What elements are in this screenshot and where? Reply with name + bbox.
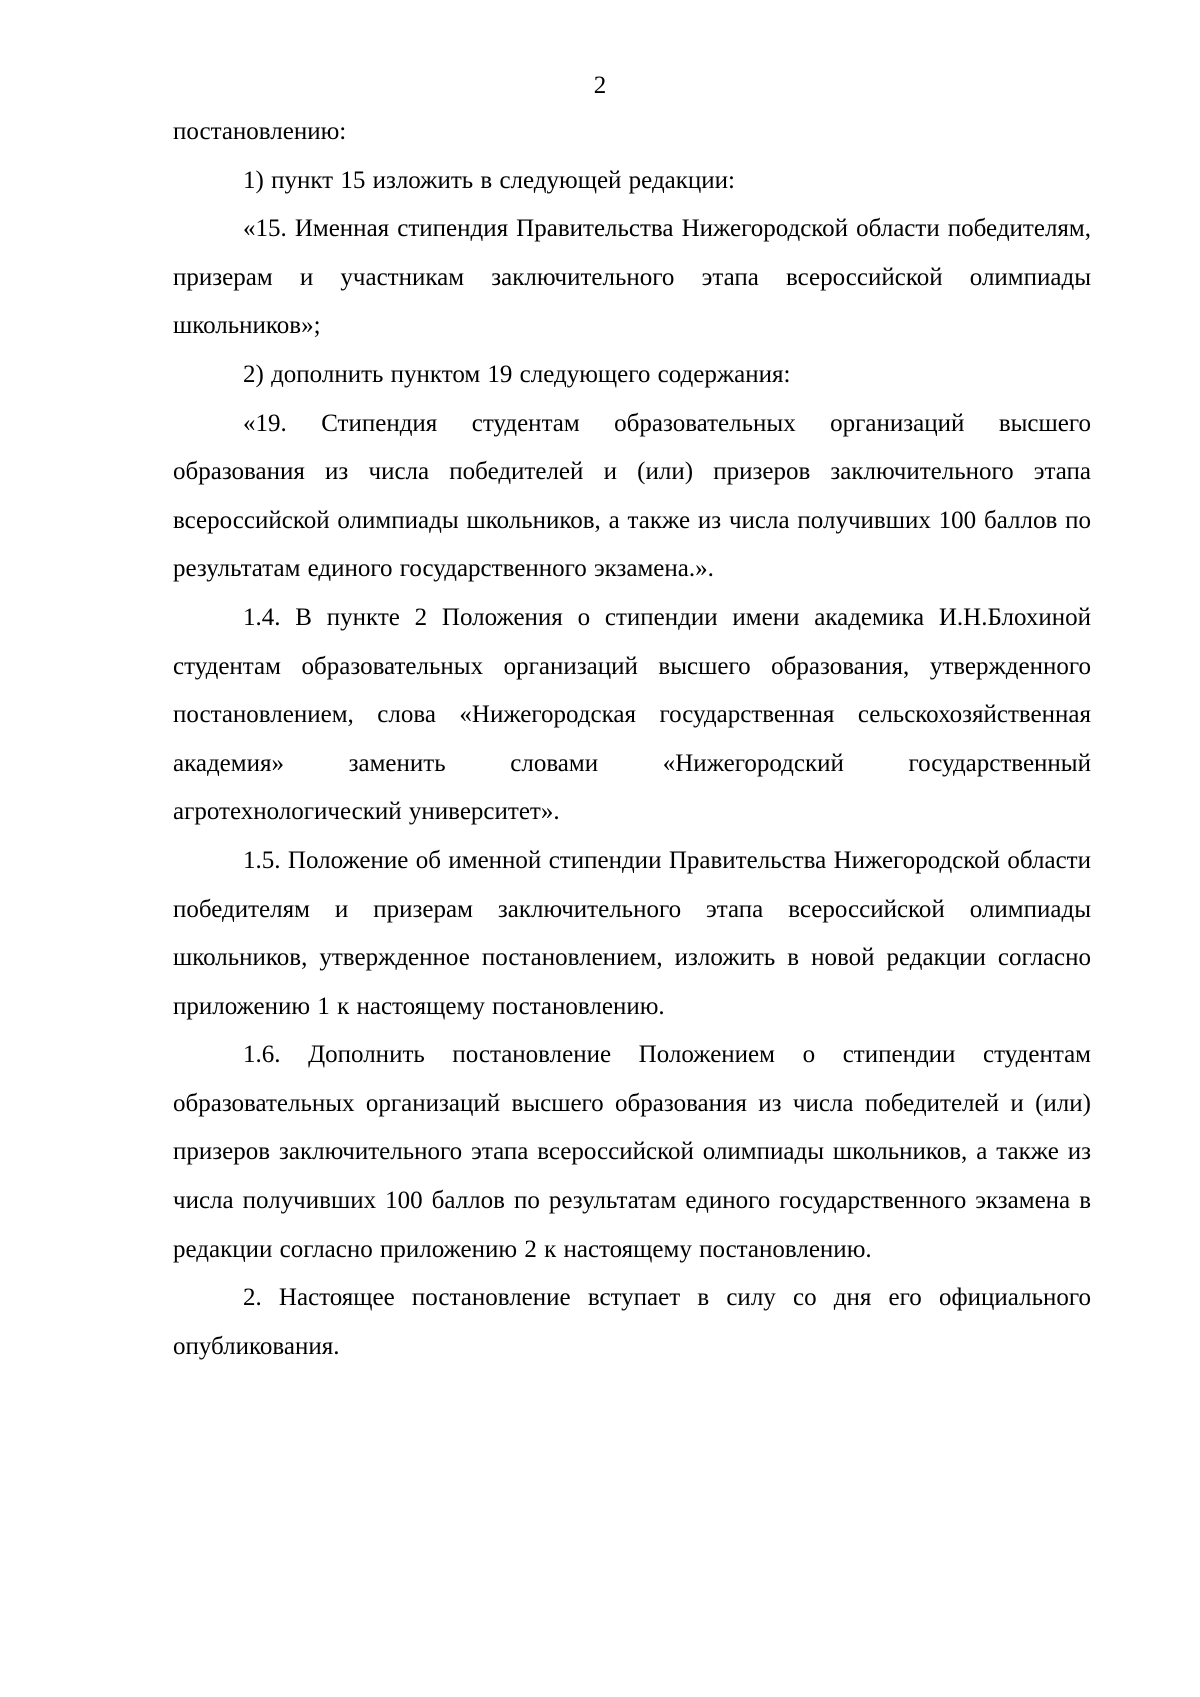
paragraph: 1) пункт 15 изложить в следующей редакции: bbox=[243, 166, 735, 194]
paragraph: «15. Именная стипендия Правительства Нижегородской области победителям, призерам и участникам заключительного этапа всероссийской олимпиады школьников»; bbox=[173, 215, 1091, 340]
paragraph: 2) дополнить пунктом 19 следующего содержания: bbox=[243, 360, 791, 388]
paragraph: 1.6. Дополнить постановление Положением о стипендии студентам образовательных организаций высшего образования из числа победителей и (или) призеров заключительного этапа всероссийской олимпиады школьников, а также из числа получивших 100 баллов по результатам единого государственного экзамена в редакции согласно приложению 2 к настоящему постановлению. bbox=[173, 1041, 1091, 1263]
paragraph: 2. Настоящее постановление вступает в силу со дня его официального опубликования. bbox=[173, 1284, 1091, 1360]
paragraph: 1.5. Положение об именной стипендии Правительства Нижегородской области победителям и призерам заключительного этапа всероссийской олимпиады школьников, утвержденное постановлением, изложить в новой редакции согласно приложению 1 к настоящему постановлению. bbox=[173, 846, 1091, 1020]
document-body bbox=[173, 108, 1091, 1371]
paragraph: 1.4. В пункте 2 Положения о стипендии имени академика И.Н.Блохиной студентам образовательных организаций высшего образования, утвержденного постановлением, слова «Нижегородская государственная сельскохозяйственная академия» заменить словами «Нижегородский государственный агротехнологический университет». bbox=[173, 603, 1091, 826]
paragraph: «19. Стипендия студентам образовательных организаций высшего образования из числа победителей и (или) призеров заключительного этапа всероссийской олимпиады школьников, а также из числа получивших 100 баллов по результатам единого государственного экзамена.». bbox=[173, 409, 1091, 583]
page-number: 2 bbox=[593, 72, 607, 99]
paragraph: постановлению: bbox=[173, 118, 347, 145]
